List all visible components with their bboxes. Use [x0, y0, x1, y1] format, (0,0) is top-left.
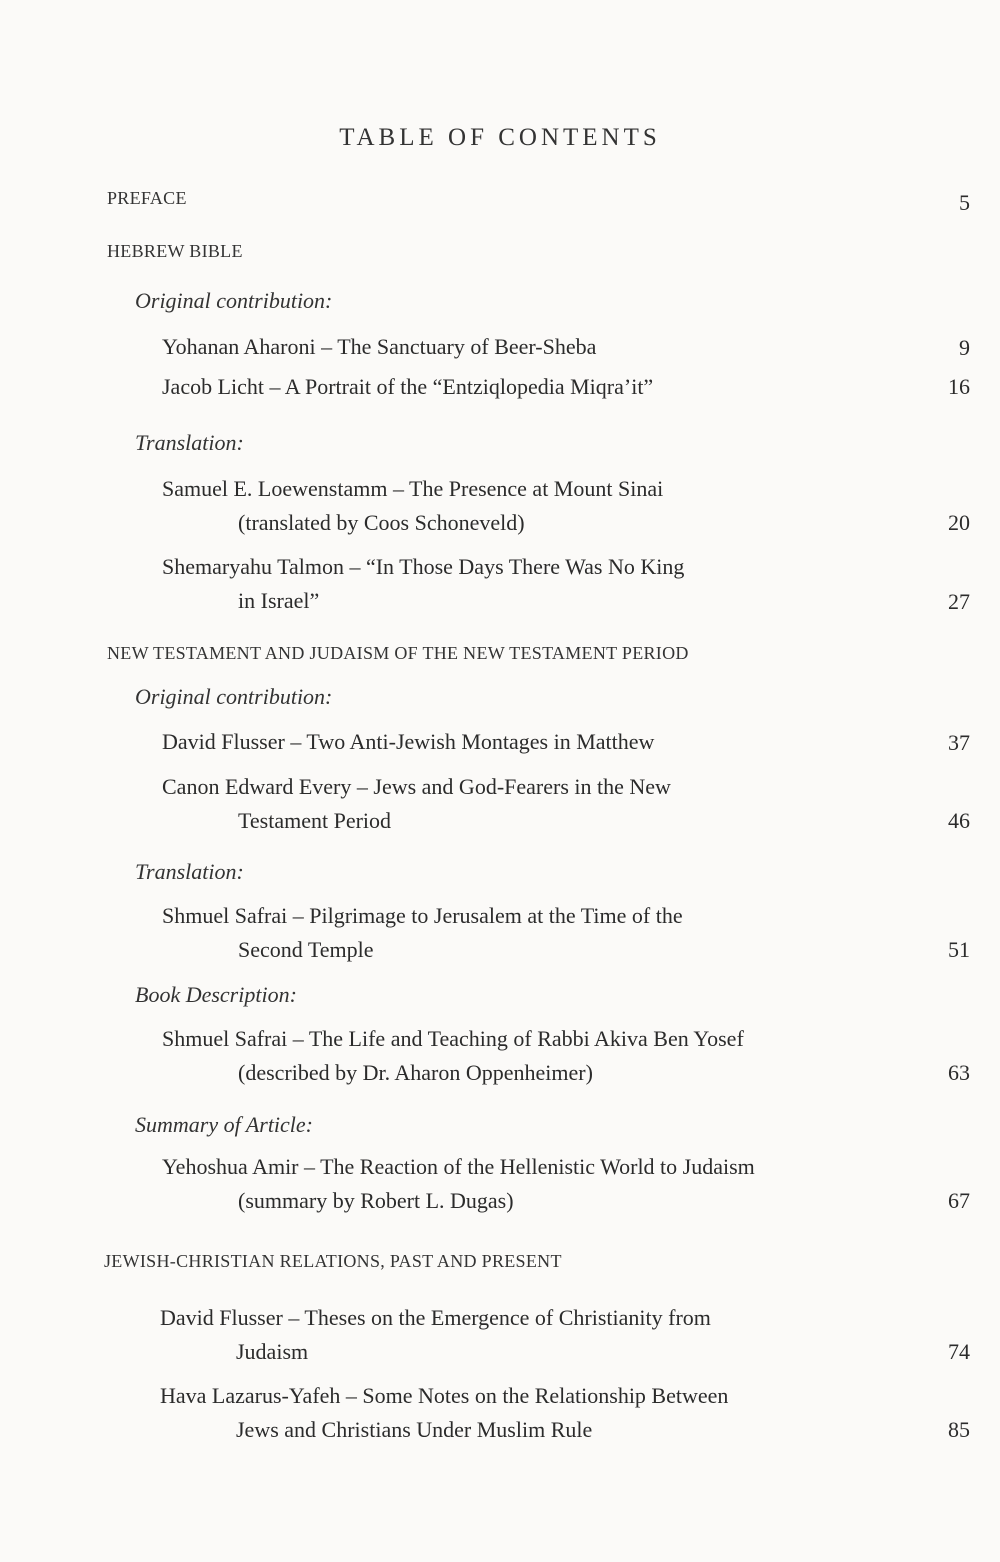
- subsection-label: Translation:: [135, 430, 244, 455]
- entry-text-continued: (described by Dr. Aharon Oppenheimer): [238, 1060, 593, 1085]
- page-number: 63: [948, 1060, 970, 1085]
- page-number: 37: [948, 730, 970, 755]
- section-heading-hebrew-bible: HEBREW BIBLE: [107, 241, 243, 261]
- entry-text: Yohanan Aharoni – The Sanctuary of Beer-Sheba: [162, 334, 597, 359]
- page-number: 67: [948, 1188, 970, 1213]
- page-number: 9: [959, 335, 970, 360]
- subsection-label: Original contribution:: [135, 288, 333, 313]
- section-heading-preface: PREFACE: [107, 188, 187, 208]
- page-number: 27: [948, 589, 970, 614]
- page-number: 20: [948, 510, 970, 535]
- entry-text: Yehoshua Amir – The Reaction of the Hellenistic World to Judaism: [162, 1154, 755, 1179]
- toc-entry: [162, 330, 596, 364]
- entry-text: Jacob Licht – A Portrait of the “Entziqlopedia Miqra’it”: [162, 374, 654, 399]
- toc-entry: [162, 370, 653, 404]
- entry-text-continued: (summary by Robert L. Dugas): [238, 1188, 514, 1213]
- entry-text: David Flusser – Two Anti-Jewish Montages in Matthew: [162, 729, 655, 754]
- toc-entry: [162, 550, 684, 618]
- section-heading-new-testament: NEW TESTAMENT AND JUDAISM OF THE NEW TESTAMENT PERIOD: [107, 643, 689, 663]
- entry-text-continued: (translated by Coos Schoneveld): [238, 510, 525, 535]
- subsection-label: Original contribution:: [135, 684, 333, 709]
- toc-entry: [162, 472, 663, 540]
- entry-text: Canon Edward Every – Jews and God-Fearers in the New: [162, 774, 671, 799]
- toc-entry: [162, 1150, 755, 1218]
- entry-text-continued: in Israel”: [238, 588, 320, 613]
- entry-text: Shmuel Safrai – Pilgrimage to Jerusalem at the Time of the: [162, 903, 683, 928]
- entry-text-continued: Jews and Christians Under Muslim Rule: [236, 1417, 593, 1442]
- entry-text-continued: Testament Period: [238, 808, 392, 833]
- entry-text: Hava Lazarus-Yafeh – Some Notes on the Relationship Between: [160, 1383, 729, 1408]
- toc-entry: [162, 725, 654, 759]
- toc-entry: [162, 1022, 744, 1090]
- page-number: 51: [948, 937, 970, 962]
- subsection-label: Summary of Article:: [135, 1112, 314, 1137]
- section-heading-relations: JEWISH-CHRISTIAN RELATIONS, PAST AND PRESENT: [104, 1251, 562, 1271]
- entry-text: David Flusser – Theses on the Emergence of Christianity from: [160, 1305, 711, 1330]
- page-number: 74: [948, 1339, 970, 1364]
- entry-text: Samuel E. Loewenstamm – The Presence at Mount Sinai: [162, 476, 664, 501]
- toc-entry: [160, 1379, 728, 1447]
- page-title: TABLE OF CONTENTS: [339, 124, 661, 151]
- toc-entry: [162, 770, 671, 838]
- entry-text-continued: Second Temple: [238, 937, 374, 962]
- entry-text: Shemaryahu Talmon – “In Those Days There Was No King: [162, 554, 685, 579]
- entry-text: Shmuel Safrai – The Life and Teaching of Rabbi Akiva Ben Yosef: [162, 1026, 744, 1051]
- page-number: 46: [948, 808, 970, 833]
- toc-entry: [162, 899, 683, 967]
- page-number: 85: [948, 1417, 970, 1442]
- subsection-label: Book Description:: [135, 982, 297, 1007]
- page-number: 16: [948, 374, 970, 399]
- page-number: 5: [959, 190, 970, 215]
- subsection-label: Translation:: [135, 859, 244, 884]
- entry-text-continued: Judaism: [236, 1339, 309, 1364]
- toc-entry: [160, 1301, 711, 1369]
